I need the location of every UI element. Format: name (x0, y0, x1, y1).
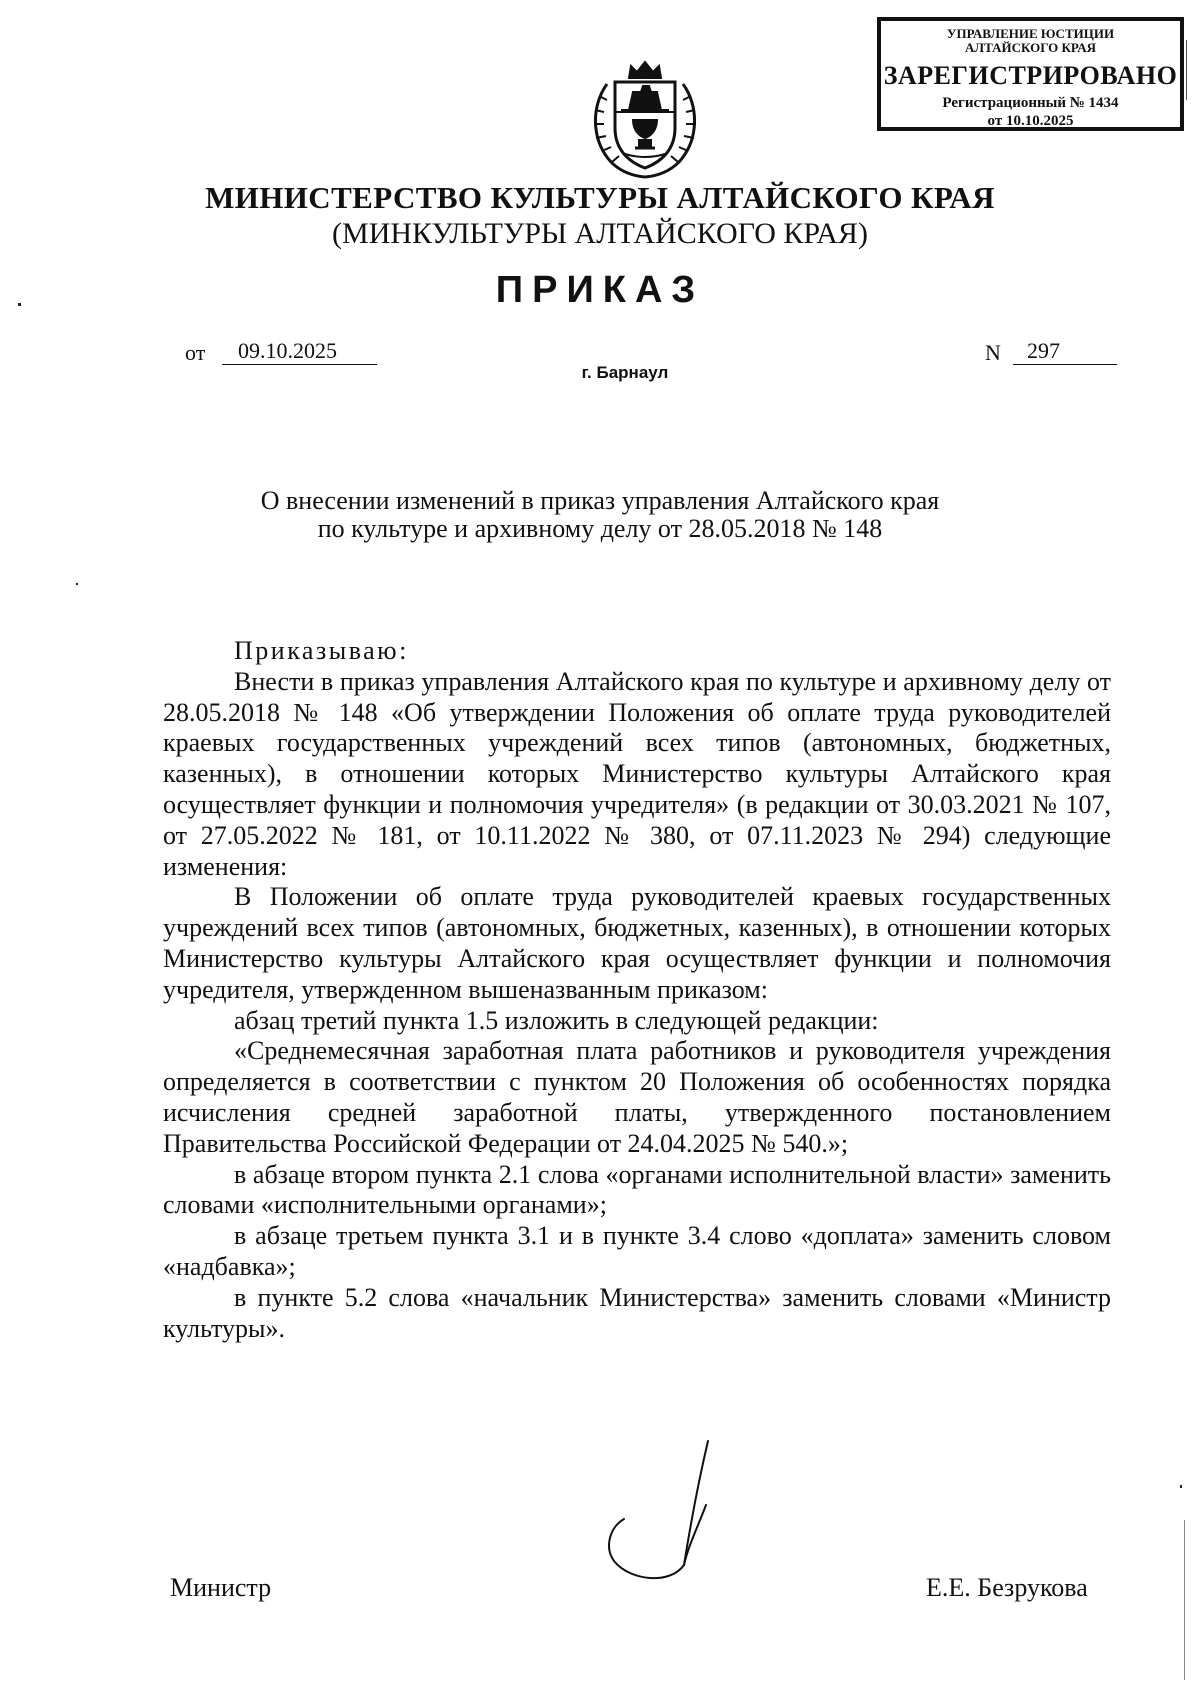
scan-speck (76, 583, 78, 585)
body-paragraph-5: в абзаце втором пункта 2.1 слова «органами исполнительной власти» заменить словами «исполнительными органами»; (163, 1159, 1111, 1220)
stamp-reg-number: Регистрационный № 1434 (942, 95, 1119, 111)
ministry-name: МИНИСТЕРСТВО КУЛЬТУРЫ АЛТАЙСКОГО КРАЯ (205, 180, 995, 215)
scan-speck (18, 303, 21, 306)
city: г. Барнаул (581, 363, 669, 382)
body-paragraph-2: В Положении об оплате труда руководителей краевых государственных учреждений всех типов (автономных, бюджетных, казенных), в отношении которых Министерство культуры Алтайского края осуществляет функции и полномочия учредителя, утвержденном вышеназванным приказом: (163, 882, 1111, 1004)
signatory-position: Министр (170, 1573, 272, 1602)
body-paragraph-6: в абзаце третьем пункта 3.1 и в пункте 3.4 слово «доплата» заменить словом «надбавка»; (163, 1221, 1111, 1281)
stamp-line1: УПРАВЛЕНИЕ ЮСТИЦИИ (946, 26, 1115, 41)
order-subject (0, 487, 1200, 543)
order-word: Приказываю: (234, 636, 409, 665)
registration-stamp (877, 17, 1184, 131)
body-paragraph-4: «Среднемесячная заработная плата работников и руководителя учреждения определяется в соответствии с пунктом 20 Положения об особенностях порядка исчисления средней заработной платы, утвержденного постановлением Правительства Российской Федерации от 24.04.2025 № 540.»; (163, 1036, 1111, 1158)
scan-speck (1180, 1485, 1182, 1488)
order-body (163, 636, 1111, 1344)
scan-edge-line (1186, 40, 1187, 100)
signatory-name: Е.Е. Безрукова (926, 1573, 1088, 1602)
order-number: 297 (1013, 338, 1117, 365)
body-paragraph-3: абзац третий пункта 1.5 изложить в следующей редакции: (234, 1005, 879, 1035)
stamp-status: ЗАРЕГИСТРИРОВАНО (883, 61, 1178, 90)
stamp-reg-date: от 10.10.2025 (987, 113, 1074, 129)
body-paragraph-7: в пункте 5.2 слова «начальник Министерства» заменить словами «Министр культуры». (163, 1282, 1111, 1343)
ministry-short-name: (МИНКУЛЬТУРЫ АЛТАЙСКОГО КРАЯ) (332, 217, 868, 250)
order-date: 09.10.2025 (222, 338, 377, 365)
handwritten-signature (600, 1435, 730, 1585)
number-label: N (985, 340, 1001, 365)
body-paragraph-1: Внести в приказ управления Алтайского края по культуре и архивному делу от 28.05.2018 № 148 «Об утверждении Положения об оплате труда руководителей краевых государственных учреждений всех типов (автономных, бюджетных, казенных), в отношении которых Министерство культуры Алтайского края осуществляет функции и полномочия учредителя» (в редакции от 30.03.2021 № 107, от 27.05.2022 № 181, от 10.11.2022 № 380, от 07.11.2023 № 294) следующие изменения: (163, 666, 1111, 881)
subject-line2: по культуре и архивному делу от 28.05.2018 № 148 (317, 514, 883, 543)
document-type-title: ПРИКАЗ (495, 269, 705, 311)
subject-line1: О внесении изменений в приказ управления Алтайского края (260, 486, 940, 515)
scan-edge-line (1184, 1520, 1185, 1680)
stamp-line2: АЛТАЙСКОГО КРАЯ (965, 40, 1096, 55)
date-label: от (185, 340, 206, 365)
coat-of-arms-icon (585, 56, 705, 180)
